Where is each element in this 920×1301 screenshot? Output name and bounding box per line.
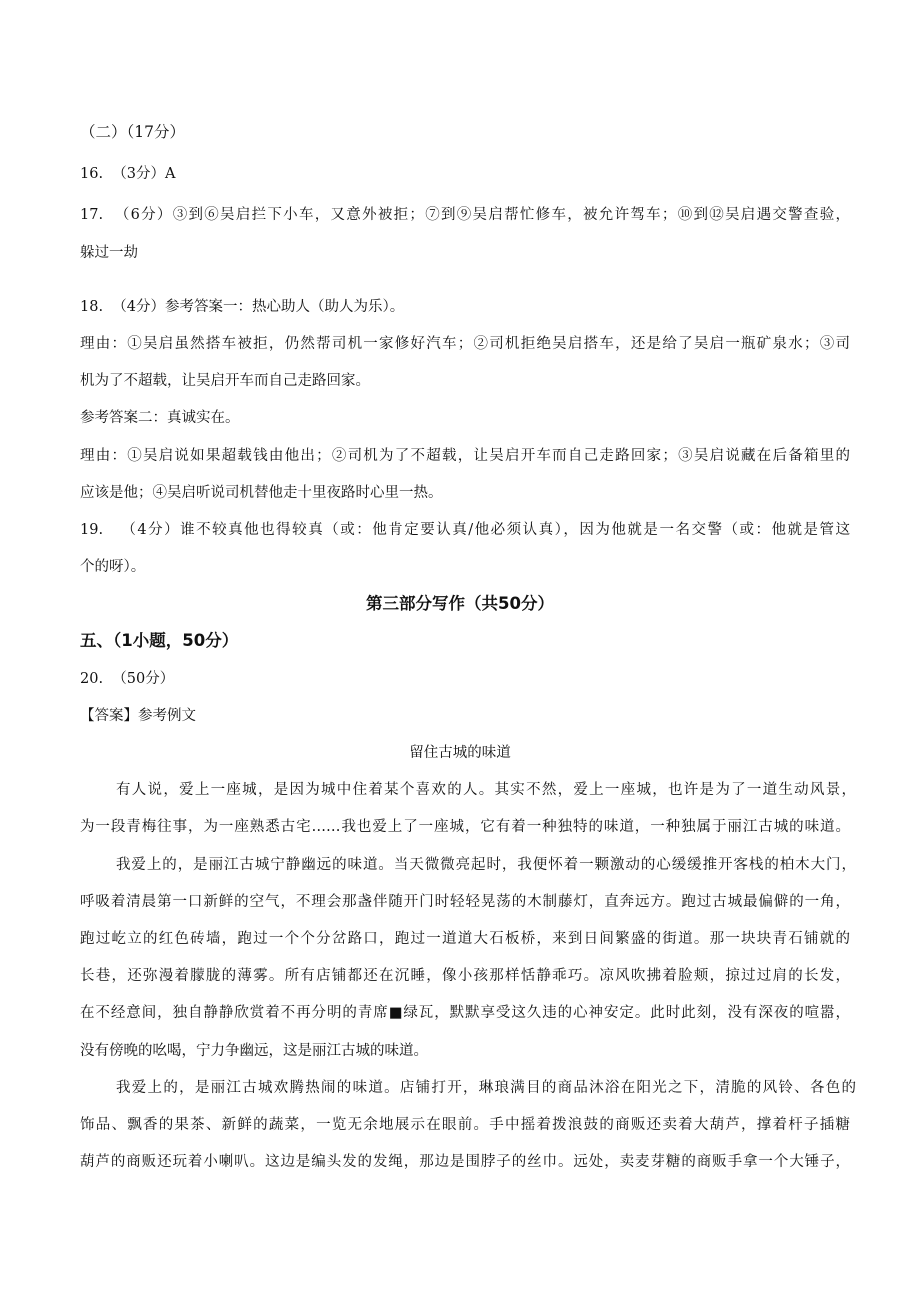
answer-20: 20. （50分） [80,671,175,687]
essay-p2-line-4: 长巷，还弥漫着朦胧的薄雾。所有店铺都还在沉睡，像小孩那样恬静乖巧。凉风吹拂着脸颊，掠过过肩的长发， [80,968,850,984]
essay-p2-line-6: 没有傍晚的吆喝，宁力争幽远，这是丽江古城的味道。 [80,1043,428,1059]
answer-18-line-3: 机为了不超载，让吴启开车而自己走路回家。 [80,373,370,389]
part3-title: 第三部分写作（共50分） [366,594,554,613]
answer-19-line-1: 19. （4分）谁不较真他也得较真（或：他肯定要认真/他必须认真），因为他就是一名交警（或：他就是管这 [80,522,850,538]
answer-19-line-2: 个的呀）。 [80,559,146,575]
essay-p2-line-5: 在不经意间，独自静静欣赏着不再分明的青席■绿瓦，默默享受这久违的心神安定。此时此刻，没有深夜的喧嚣， [80,1005,850,1021]
essay-p3-line-2: 饰品、飘香的果茶、新鲜的蔬菜，一览无余地展示在眼前。手中摇着拨浪鼓的商贩还卖着大葫芦，撑着杆子插糖 [80,1117,850,1133]
essay-p1-line-1: 有人说，爱上一座城，是因为城中住着某个喜欢的人。其实不然，爱上一座城，也许是为了一道生动风景， [116,782,856,798]
answer-label: 【答案】参考例文 [80,708,196,724]
part2-header: （二）（17分） [80,123,185,141]
section-five-heading: 五、（1小题，50分） [80,631,239,650]
answer-17-line-1: 17. （6分）③到⑥吴启拦下小车，又意外被拒；⑦到⑨吴启帮忙修车，被允许驾车；⑩到⑫吴启遇交警查验， [80,207,850,223]
answer-18-line-1: 18. （4分）参考答案一：热心助人（助人为乐）。 [80,299,405,315]
answer-18-line-6: 应该是他；④吴启听说司机替他走十里夜路时心里一热。 [80,485,443,501]
answer-17-line-2: 躲过一劫 [80,245,138,261]
answer-18-line-2: 理由：①吴启虽然搭车被拒，仍然帮司机一家修好汽车；②司机拒绝吴启搭车，还是给了吴启一瓶矿泉水；③司 [80,336,850,352]
essay-p1-line-2: 为一段青梅往事，为一座熟悉古宅……我也爱上了一座城，它有着一种独特的味道，一种独属于丽江古城的味道。 [80,819,850,835]
answer-18-line-4: 参考答案二：真诚实在。 [80,410,240,426]
essay-p2-line-2: 呼吸着清晨第一口新鲜的空气，不理会那盏伴随开门时轻轻晃荡的木制藤灯，直奔远方。跑过古城最偏僻的一角， [80,894,850,910]
essay-p3-line-3: 葫芦的商贩还玩着小喇叭。这边是编头发的发绳，那边是围脖子的丝巾。远处，卖麦芽糖的商贩手拿一个大锤子， [80,1154,850,1170]
essay-p2-line-1: 我爱上的，是丽江古城宁静幽远的味道。当天微微亮起时，我便怀着一颗激动的心缓缓推开客栈的柏木大门， [116,857,856,873]
essay-title: 留住古城的味道 [409,745,511,761]
essay-p2-line-3: 跑过屹立的红色砖墙，跑过一个个分岔路口，跑过一道道大石板桥，来到日间繁盛的街道。那一块块青石铺就的 [80,931,850,947]
essay-p3-line-1: 我爱上的，是丽江古城欢腾热闹的味道。店铺打开，琳琅满目的商品沐浴在阳光之下，清脆的风铃、各色的 [116,1080,856,1096]
answer-18-line-5: 理由：①吴启说如果超载钱由他出；②司机为了不超载，让吴启开车而自己走路回家；③吴启说藏在后备箱里的 [80,448,850,464]
answer-16: 16. （3分）A [80,166,176,182]
